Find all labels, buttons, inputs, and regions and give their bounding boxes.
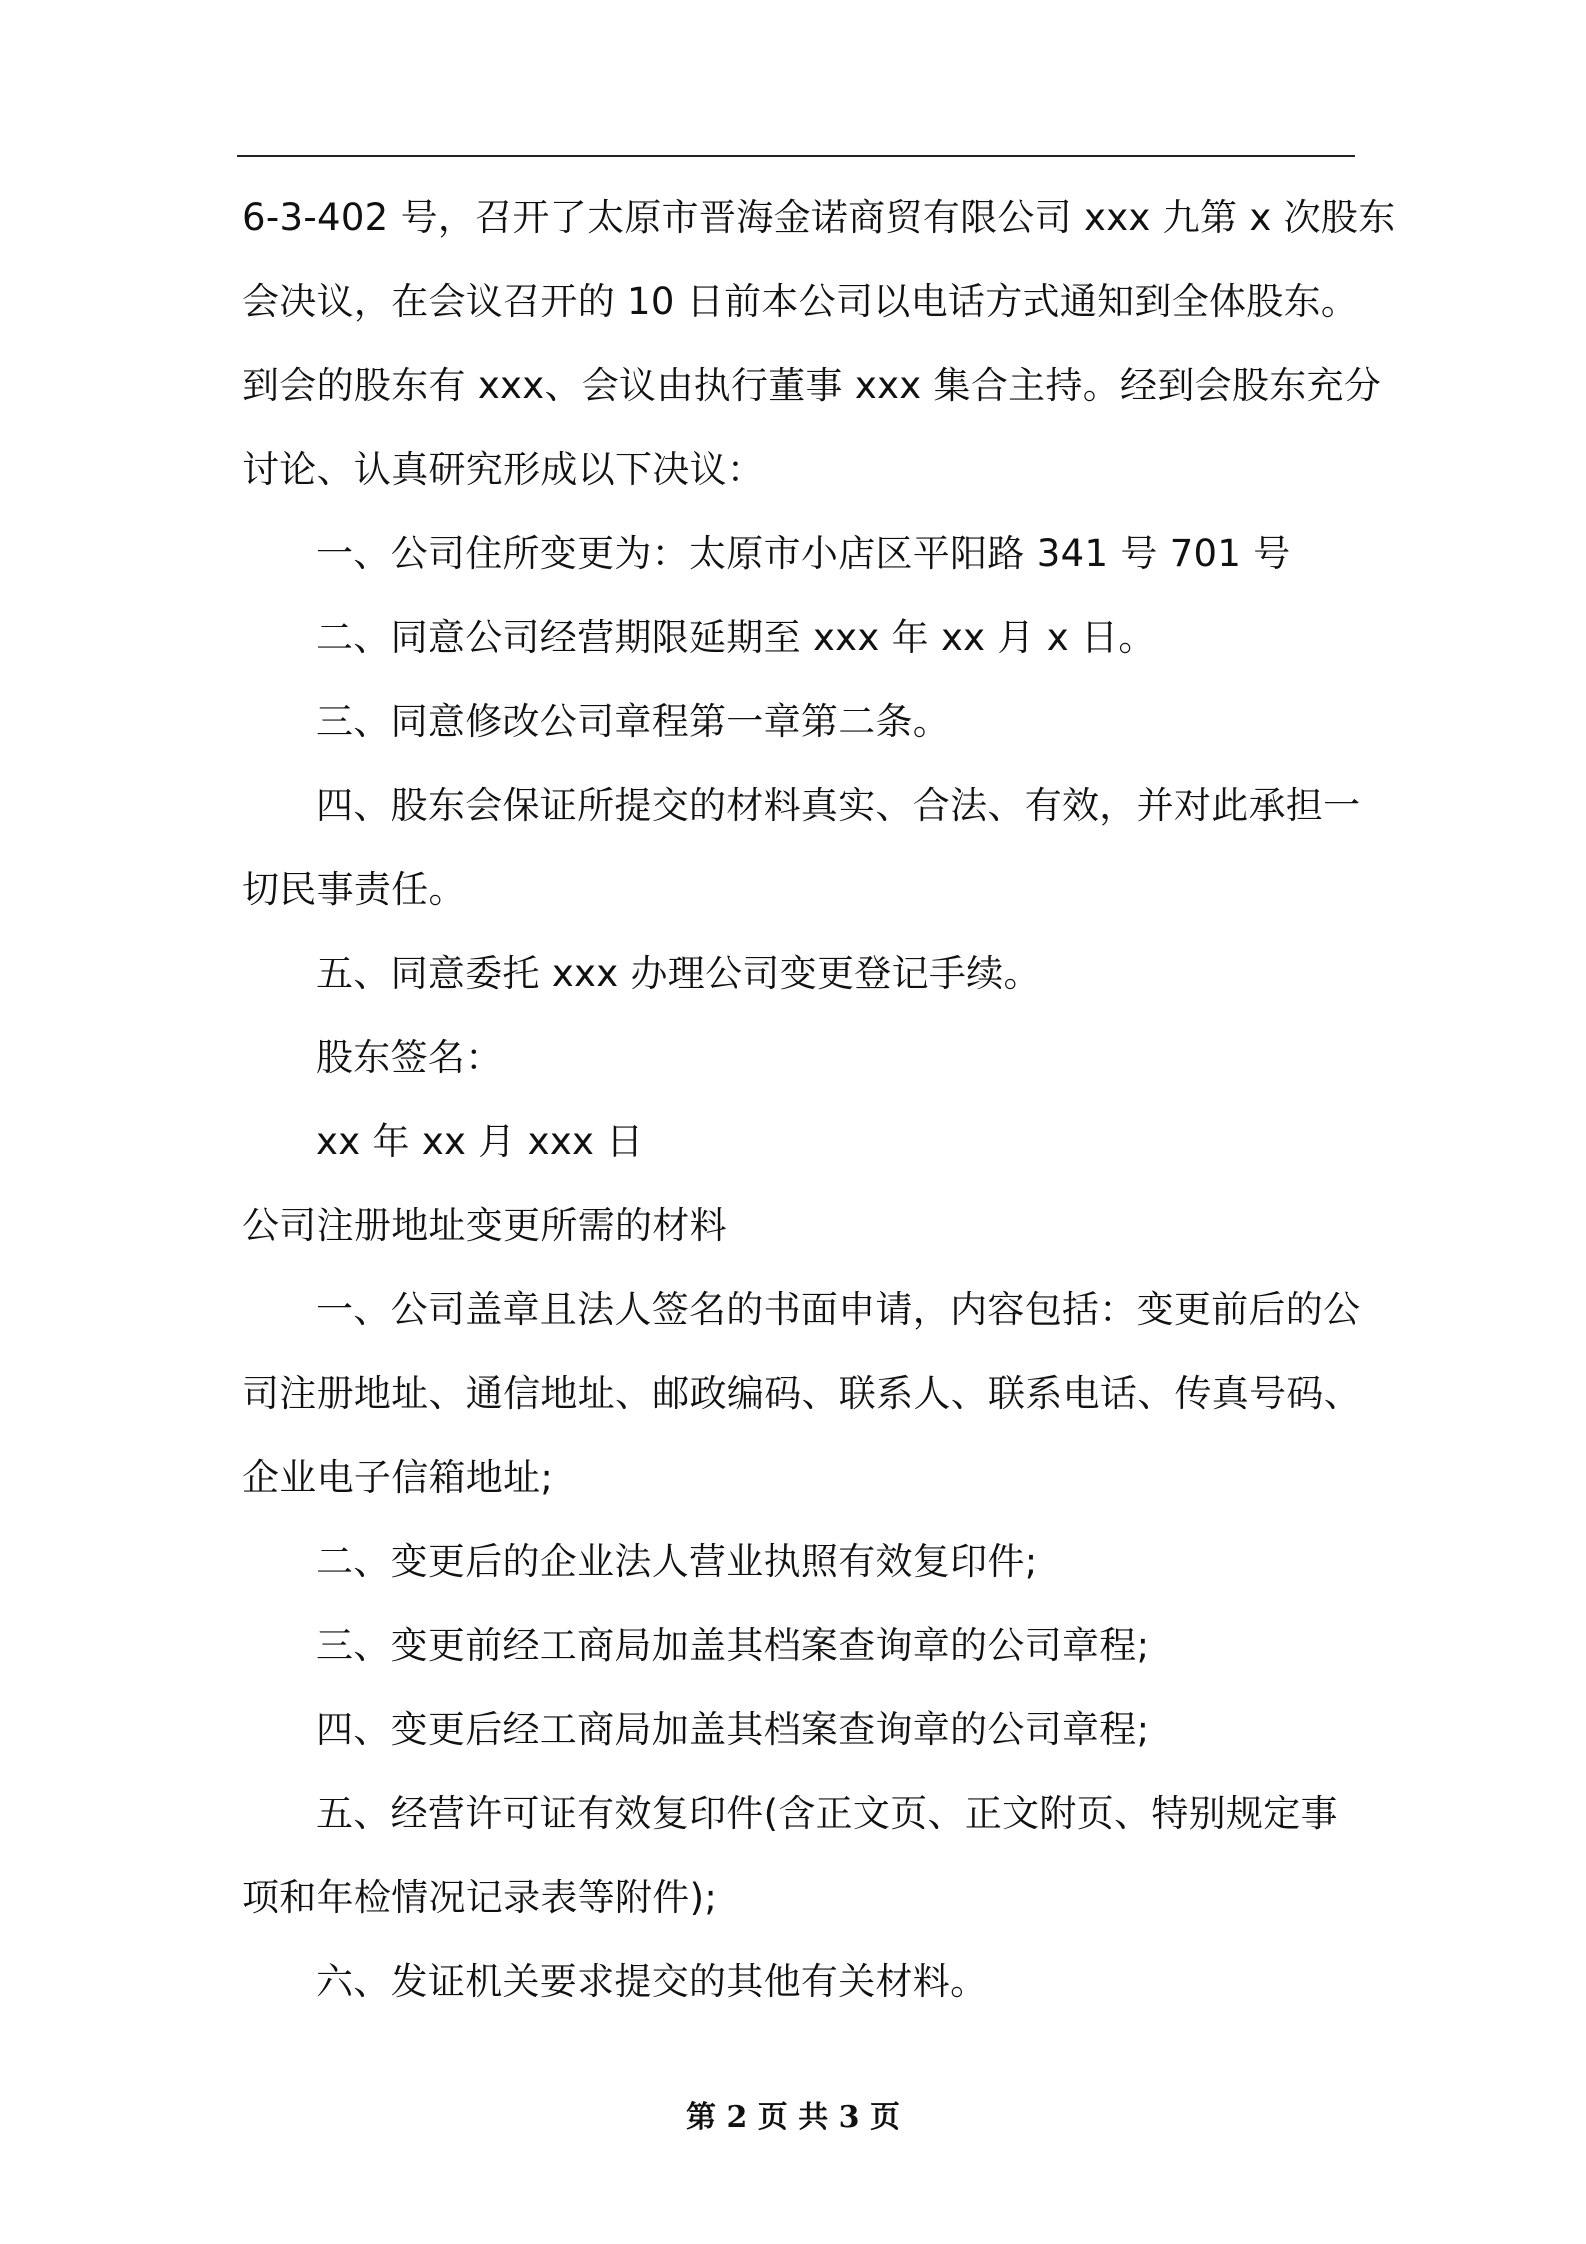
material-item-continued: 企业电子信箱地址; bbox=[242, 1456, 554, 1499]
body-line: 6-3-402 号，召开了太原市晋海金诺商贸有限公司 xxx 九第 x 次股东 bbox=[242, 196, 1396, 239]
resolution-item: 四、股东会保证所提交的材料真实、合法、有效，并对此承担一 bbox=[316, 784, 1361, 827]
body-line: 讨论、认真研究形成以下决议： bbox=[242, 448, 765, 491]
material-item: 三、变更前经工商局加盖其档案查询章的公司章程; bbox=[316, 1624, 1150, 1667]
resolution-item: 五、同意委托 xxx 办理公司变更登记手续。 bbox=[316, 952, 1041, 995]
material-item-continued: 项和年检情况记录表等附件); bbox=[242, 1876, 718, 1919]
resolution-item: 一、公司住所变更为：太原市小店区平阳路 341 号 701 号 bbox=[316, 532, 1291, 575]
material-item: 五、经营许可证有效复印件(含正文页、正文附页、特别规定事 bbox=[316, 1792, 1338, 1835]
section-heading: 公司注册地址变更所需的材料 bbox=[242, 1204, 727, 1247]
resolution-item-continued: 切民事责任。 bbox=[242, 868, 466, 911]
material-item: 一、公司盖章且法人签名的书面申请，内容包括：变更前后的公 bbox=[316, 1288, 1361, 1331]
body-line: 到会的股东有 xxx、会议由执行董事 xxx 集合主持。经到会股东充分 bbox=[242, 364, 1382, 407]
signature-label: 股东签名： bbox=[316, 1036, 503, 1079]
page-number: 第 2 页 共 3 页 bbox=[686, 2100, 900, 2135]
header-rule bbox=[237, 155, 1355, 157]
resolution-item: 二、同意公司经营期限延期至 xxx 年 xx 月 x 日。 bbox=[316, 616, 1156, 659]
material-item-continued: 司注册地址、通信地址、邮政编码、联系人、联系电话、传真号码、 bbox=[242, 1372, 1361, 1415]
body-line: 会决议，在会议召开的 10 日前本公司以电话方式通知到全体股东。 bbox=[242, 280, 1359, 323]
material-item: 二、变更后的企业法人营业执照有效复印件; bbox=[316, 1540, 1038, 1583]
signature-date: xx 年 xx 月 xxx 日 bbox=[316, 1120, 644, 1163]
material-item: 六、发证机关要求提交的其他有关材料。 bbox=[316, 1960, 988, 2003]
resolution-item: 三、同意修改公司章程第一章第二条。 bbox=[316, 700, 951, 743]
material-item: 四、变更后经工商局加盖其档案查询章的公司章程; bbox=[316, 1708, 1150, 1751]
